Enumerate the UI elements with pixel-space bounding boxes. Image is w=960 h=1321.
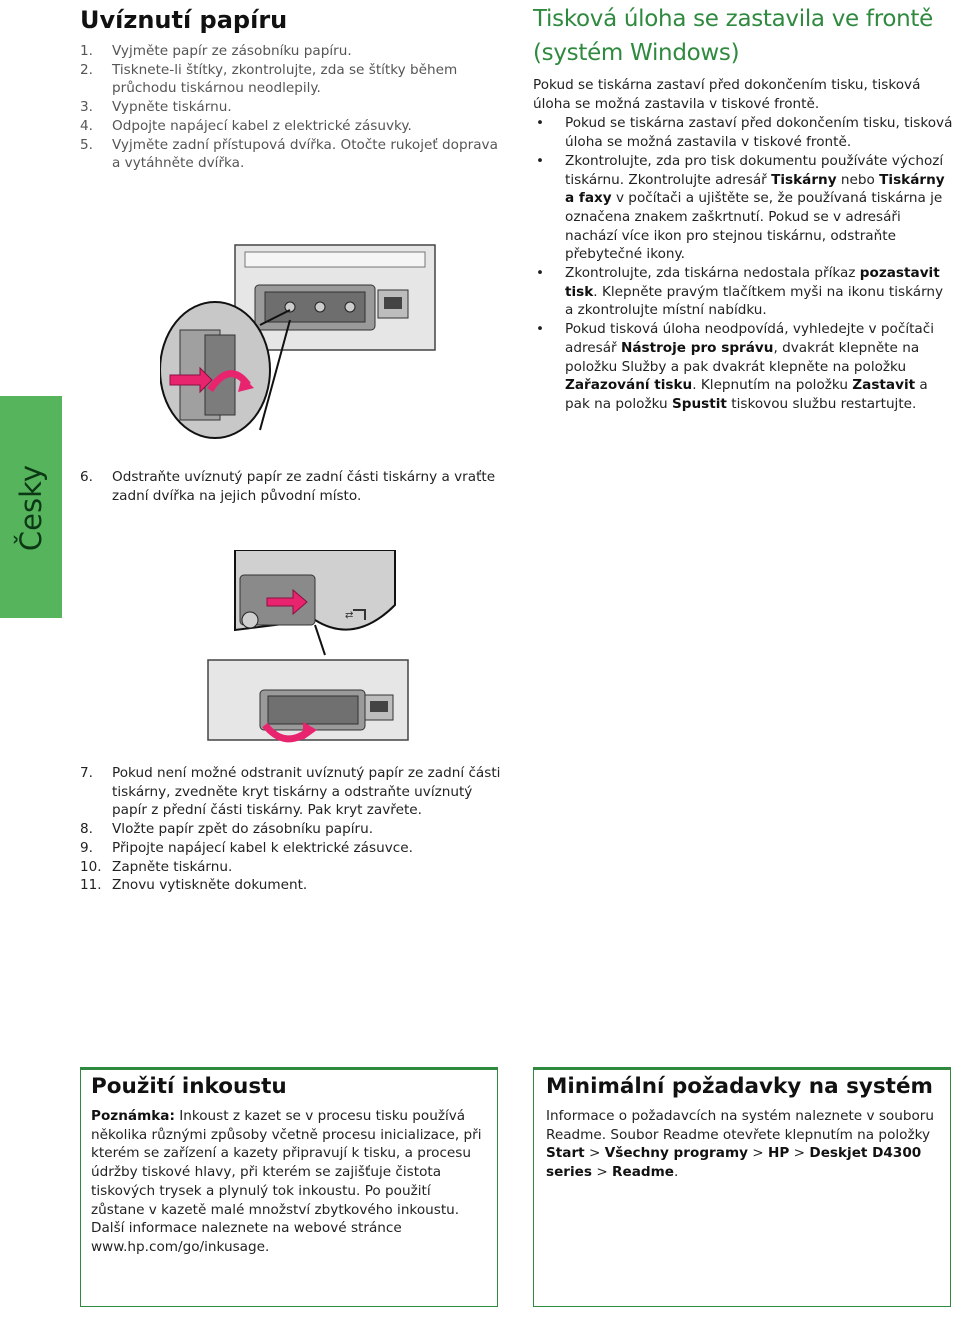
ink-usage-box bbox=[80, 1067, 498, 1307]
system-requirements-box bbox=[533, 1067, 951, 1307]
step-6 bbox=[80, 468, 500, 505]
illustration-rear-door-removal bbox=[160, 240, 440, 440]
troubleshoot-bullets bbox=[533, 114, 953, 413]
system-requirements-text: Informace o požadavcích na systém naleznete v souboru Readme. Soubor Readme otevřete klepnutím na položky Start > Všechny programy > HP > Deskjet D4300 series > Readme. bbox=[546, 1108, 934, 1181]
intro-paragraph: Pokud se tiskárna zastaví před dokončením tisku, tisková úloha se možná zastavila v tiskové frontě. bbox=[533, 77, 921, 112]
bullet-item: • Zkontrolujte, zda pro tisk dokumentu používáte výchozí tiskárnu. Zkontrolujte adresář Tiskárny nebo Tiskárny a faxy v počítači a ujištěte se, že používaná tiskárna je označena znakem zaškrtnutí. Pokud se v adresáři nachází více ikon pro stejnou tiskárnu, odstraňte přebytečné ikony. bbox=[536, 152, 945, 263]
step-item: 4. Odpojte napájecí kabel z elektrické zásuvky. bbox=[80, 117, 412, 134]
step-item: 3. Vypněte tiskárnu. bbox=[80, 99, 232, 116]
step-item: 10. Zapněte tiskárnu. bbox=[80, 858, 233, 875]
steps-list-1-5 bbox=[80, 42, 500, 173]
step-item: 6. Odstraňte uvíznutý papír ze zadní části tiskárny a vraťte zadní dvířka na jejich původní místo. bbox=[80, 469, 496, 504]
svg-text:⇄: ⇄ bbox=[345, 610, 354, 621]
left-section bbox=[80, 6, 500, 173]
bullet-item: • Pokud se tiskárna zastaví před dokončením tisku, tisková úloha se možná zastavila v tiskové frontě. bbox=[536, 115, 953, 151]
ink-usage-note: Poznámka: Inkoust z kazet se v procesu tisku používá několika různými způsoby včetně procesu inicializace, při kterém se zařízení a kazety připravují k tisku, a procesu údržby tiskové hlavy, při kterém se zajišťuje čistota tiskových trysek a plynulý tok inkoustu. Po použití zůstane v kazetě malé množství zbytkového inkoustu. Další informace naleznete na webové stránce www.hp.com/go/inkusage. bbox=[91, 1108, 482, 1255]
bullet-item: • Zkontrolujte, zda tiskárna nedostala příkaz pozastavit tisk. Klepněte pravým tlačítkem myši na ikonu tiskárny a zkontrolujte místní nabídku. bbox=[536, 265, 944, 319]
step-item: 7. Pokud není možné odstranit uvíznutý papír ze zadní části tiskárny, zvedněte kryt tiskárny a odstraňte uvíznutý papír z přední části tiskárny. Pak kryt zavřete. bbox=[80, 765, 501, 819]
step-item: 8. Vložte papír zpět do zásobníku papíru. bbox=[80, 821, 374, 838]
illustration-reinsert-rear-door bbox=[205, 550, 420, 745]
step-item: 11. Znovu vytiskněte dokument. bbox=[80, 877, 308, 894]
steps-list-7-11 bbox=[80, 764, 510, 895]
system-requirements-title: Minimální požadavky na systém bbox=[546, 1074, 933, 1099]
section-title-paper-jam: Uvíznutí papíru bbox=[80, 6, 288, 34]
step-item: 9. Připojte napájecí kabel k elektrické zásuvce. bbox=[80, 839, 413, 856]
right-section bbox=[533, 2, 953, 414]
step-item: 1. Vyjměte papír ze zásobníku papíru. bbox=[80, 43, 352, 59]
step-item: 2. Tisknete-li štítky, zkontrolujte, zda se štítky během průchodu tiskárnou neodlepily. bbox=[80, 61, 458, 97]
section-title-print-queue: Tisková úloha se zastavila ve frontě (systém Windows) bbox=[533, 6, 933, 66]
step-item: 5. Vyjměte zadní přístupová dvířka. Otočte rukojeť doprava a vytáhněte dvířka. bbox=[80, 136, 498, 172]
language-label: Česky bbox=[14, 464, 48, 552]
ink-usage-title: Použití inkoustu bbox=[91, 1074, 287, 1099]
bullet-item: • Pokud tisková úloha neodpovídá, vyhledejte v počítači adresář Nástroje pro správu, dvakrát klepněte na položku Služby a pak dvakrát klepněte na položku Zařazování tisku. Klepnutím na položku Zastavit a pak na položku Spustit tiskovou službu restartujte. bbox=[536, 321, 935, 412]
